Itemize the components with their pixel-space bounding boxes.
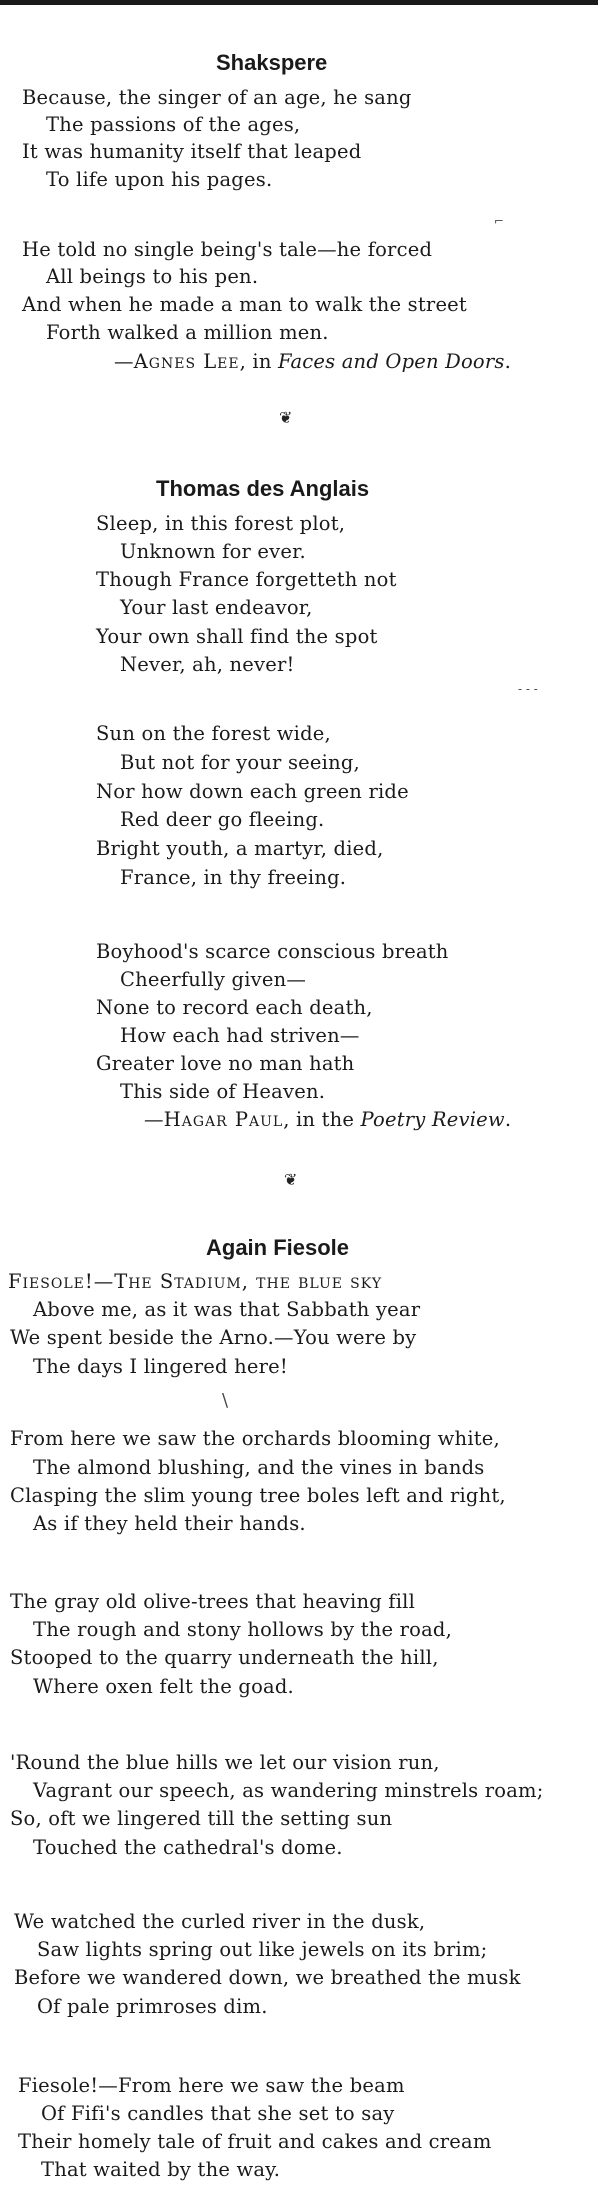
poem-line: The days I lingered here! <box>33 1355 288 1378</box>
fleuron-ornament-icon: ❦ <box>284 1170 298 1189</box>
print-speck: \ <box>222 1390 229 1411</box>
poem-line: None to record each death, <box>96 996 373 1019</box>
poem-line: The rough and stony hollows by the road, <box>33 1618 452 1641</box>
poem-line: The almond blushing, and the vines in bands <box>33 1456 485 1479</box>
poem-line: Touched the cathedral's dome. <box>33 1836 343 1859</box>
poem-line: Your last endeavor, <box>120 596 313 619</box>
poem-line: Nor how down each green ride <box>96 780 409 803</box>
poem-line: All beings to his pen. <box>46 265 259 288</box>
fleuron-ornament-icon: ❦ <box>279 408 293 427</box>
poem-line: Fiesole!—From here we saw the beam <box>18 2074 405 2097</box>
poem-line: Bright youth, a martyr, died, <box>96 837 384 860</box>
poem-line: This side of Heaven. <box>120 1080 326 1103</box>
poem-line: Because, the singer of an age, he sang <box>22 86 412 109</box>
poem-line: Before we wandered down, we breathed the musk <box>14 1966 521 1989</box>
author-name: Hagar Paul <box>163 1108 284 1131</box>
poem-title: Again Fiesole <box>206 1235 350 1260</box>
poem-line: 'Round the blue hills we let our vision run, <box>10 1751 440 1774</box>
poem-line: Greater love no man hath <box>96 1052 355 1075</box>
poem-line: How each had striven— <box>120 1024 360 1047</box>
source-title: Poetry Review <box>360 1108 505 1131</box>
poem-line: Saw lights spring out like jewels on its brim; <box>37 1938 488 1961</box>
poem-line: He told no single being's tale—he forced <box>22 238 433 261</box>
poem-line: France, in thy freeing. <box>120 866 347 889</box>
poem-line: Unknown for ever. <box>120 540 306 563</box>
poem-line: Your own shall find the spot <box>96 625 378 648</box>
poem-line: So, oft we lingered till the setting sun <box>10 1807 393 1830</box>
poem-line: Where oxen felt the goad. <box>33 1675 294 1698</box>
attribution: —Agnes Lee, in Faces and Open Doors. <box>114 350 512 373</box>
poem-line: We watched the curled river in the dusk, <box>14 1910 426 1933</box>
poem-line: Clasping the slim young tree boles left and right, <box>10 1484 506 1507</box>
poem-line: As if they held their hands. <box>33 1512 306 1535</box>
poem-line: From here we saw the orchards blooming white, <box>10 1427 500 1450</box>
poem-line: Stooped to the quarry underneath the hill, <box>10 1646 439 1669</box>
poem-line: Boyhood's scarce conscious breath <box>96 940 449 963</box>
poem-line: Never, ah, never! <box>120 653 295 676</box>
poem-line: Sun on the forest wide, <box>96 722 331 745</box>
poem-line: Of Fifi's candles that she set to say <box>41 2102 395 2125</box>
poem-line: Cheerfully given— <box>120 968 307 991</box>
print-speck: ⌐ <box>494 214 505 228</box>
poem-line: To life upon his pages. <box>46 168 273 191</box>
attribution: —Hagar Paul, in the Poetry Review. <box>144 1108 512 1131</box>
print-speck: - - - <box>518 682 538 696</box>
author-name: Agnes Lee <box>133 350 240 373</box>
poem-line: It was humanity itself that leaped <box>22 140 362 163</box>
poem-line: Vagrant our speech, as wandering minstrels roam; <box>33 1779 544 1802</box>
poem-line: Though France forgetteth not <box>96 568 397 591</box>
top-rule <box>0 0 598 5</box>
poem-line: Fiesole!—The Stadium, the blue sky <box>8 1270 383 1293</box>
poem-title: Thomas des Anglais <box>156 476 370 501</box>
poem-line: And when he made a man to walk the street <box>22 293 467 316</box>
source-title: Faces and Open Doors <box>278 350 505 373</box>
poem-line: Sleep, in this forest plot, <box>96 512 346 535</box>
poem-line: That waited by the way. <box>41 2158 281 2181</box>
poem-line: The passions of the ages, <box>46 113 301 136</box>
poem-line: Forth walked a million men. <box>46 321 329 344</box>
poem-line: But not for your seeing, <box>120 751 360 774</box>
poem-line: Of pale primroses dim. <box>37 1995 268 2018</box>
poem-title: Shakspere <box>216 50 328 75</box>
poem-line: The gray old olive-trees that heaving fill <box>10 1590 416 1613</box>
poem-line: Above me, as it was that Sabbath year <box>33 1298 421 1321</box>
poem-line: Their homely tale of fruit and cakes and cream <box>18 2130 492 2153</box>
poem-line: Red deer go fleeing. <box>120 808 325 831</box>
poem-line: We spent beside the Arno.—You were by <box>10 1326 417 1349</box>
